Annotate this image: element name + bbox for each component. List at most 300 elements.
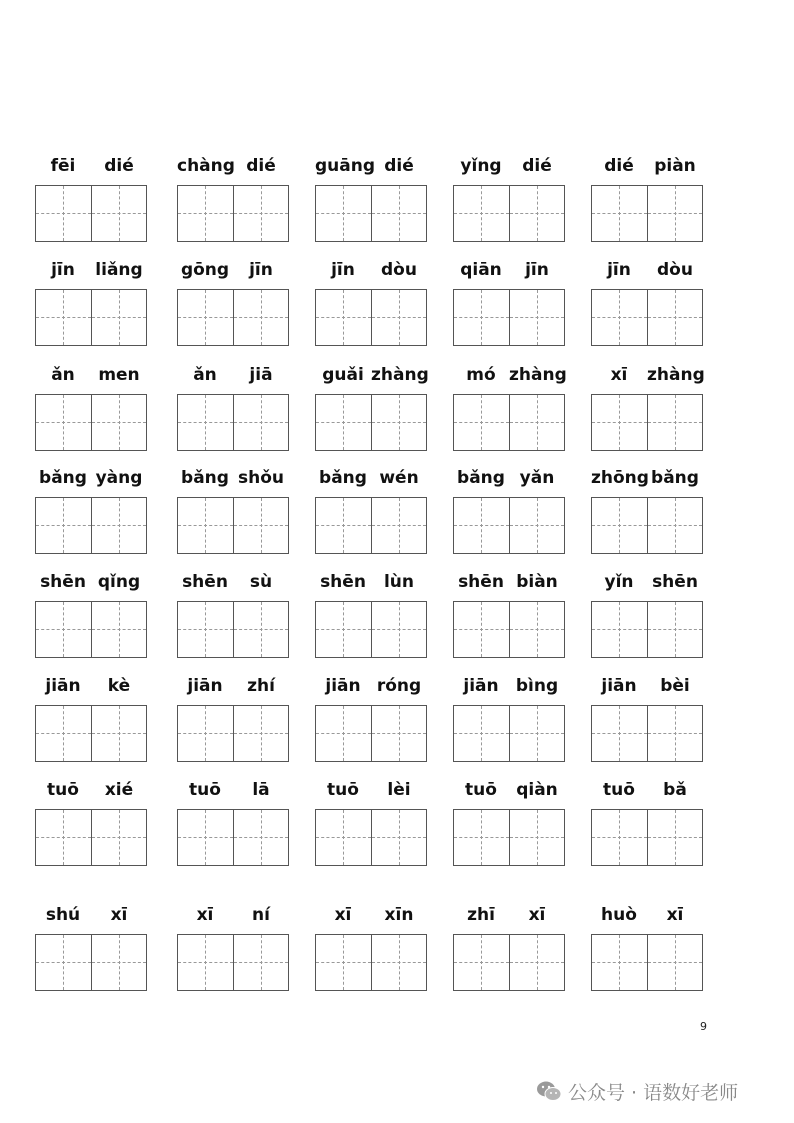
pinyin-syllable: tuō xyxy=(603,780,635,800)
tianzige-box[interactable] xyxy=(592,290,647,345)
tianzige-box[interactable] xyxy=(36,186,91,241)
pinyin-label xyxy=(591,675,703,699)
tianzige-box[interactable] xyxy=(91,290,146,345)
pinyin-syllable: ǎn xyxy=(51,365,75,385)
tianzige-box[interactable] xyxy=(647,290,702,345)
tianzige-box[interactable] xyxy=(233,290,288,345)
pinyin-syllable: róng xyxy=(376,676,422,696)
guide-line-vertical xyxy=(481,810,482,865)
pinyin-label xyxy=(591,904,703,928)
pinyin-label xyxy=(177,467,289,491)
pinyin-syllable: shēn xyxy=(320,572,366,592)
tianzige-box[interactable] xyxy=(647,935,702,990)
guide-line-vertical xyxy=(343,498,344,553)
tianzige-box[interactable] xyxy=(178,935,233,990)
pinyin-syllable: jīn xyxy=(607,260,631,280)
pinyin-syllable: qiàn xyxy=(516,780,558,800)
guide-line-vertical xyxy=(537,602,538,657)
guide-line-vertical xyxy=(119,498,120,553)
guide-line-vertical xyxy=(537,290,538,345)
tianzige-box[interactable] xyxy=(36,810,91,865)
pinyin-syllable: xī xyxy=(196,905,214,925)
guide-line-vertical xyxy=(675,290,676,345)
pinyin-syllable: shēn xyxy=(458,572,504,592)
pinyin-syllable: shēn xyxy=(182,572,228,592)
pinyin-label xyxy=(177,364,289,388)
tianzige-box[interactable] xyxy=(91,706,146,761)
writing-boxes xyxy=(35,185,147,242)
pinyin-syllable: dié xyxy=(522,156,552,176)
pinyin-label xyxy=(453,467,565,491)
pinyin-syllable: qiān xyxy=(460,260,502,280)
tianzige-box[interactable] xyxy=(316,186,371,241)
pinyin-label xyxy=(35,467,147,491)
pinyin-label xyxy=(315,779,427,803)
pinyin-syllable: dié xyxy=(604,156,634,176)
word-item xyxy=(177,467,289,557)
tianzige-box[interactable] xyxy=(36,935,91,990)
guide-line-vertical xyxy=(343,186,344,241)
word-item xyxy=(35,467,147,557)
writing-boxes xyxy=(315,601,427,658)
tianzige-box[interactable] xyxy=(592,706,647,761)
word-item xyxy=(453,155,565,245)
page-number: 9 xyxy=(700,1020,707,1033)
writing-boxes xyxy=(35,705,147,762)
word-item xyxy=(453,467,565,557)
tianzige-box[interactable] xyxy=(36,706,91,761)
writing-boxes xyxy=(453,289,565,346)
tianzige-box[interactable] xyxy=(454,602,509,657)
pinyin-syllable: bǎng xyxy=(319,468,367,488)
guide-line-vertical xyxy=(119,706,120,761)
pinyin-syllable: fēi xyxy=(50,156,76,176)
pinyin-syllable: xié xyxy=(104,780,134,800)
pinyin-syllable: jīn xyxy=(331,260,355,280)
guide-line-vertical xyxy=(675,602,676,657)
guide-line-vertical xyxy=(619,602,620,657)
tianzige-box[interactable] xyxy=(509,186,564,241)
guide-line-vertical xyxy=(537,810,538,865)
tianzige-box[interactable] xyxy=(371,498,426,553)
guide-line-vertical xyxy=(537,935,538,990)
guide-line-vertical xyxy=(63,290,64,345)
guide-line-vertical xyxy=(205,498,206,553)
tianzige-box[interactable] xyxy=(647,395,702,450)
tianzige-box[interactable] xyxy=(233,395,288,450)
word-item xyxy=(35,675,147,765)
guide-line-vertical xyxy=(63,186,64,241)
guide-line-vertical xyxy=(537,395,538,450)
pinyin-label xyxy=(177,571,289,595)
pinyin-syllable: yǐng xyxy=(460,156,502,176)
pinyin-label xyxy=(315,155,427,179)
guide-line-vertical xyxy=(119,290,120,345)
worksheet-row xyxy=(0,779,794,879)
pinyin-label xyxy=(453,155,565,179)
tianzige-box[interactable] xyxy=(371,935,426,990)
guide-line-vertical xyxy=(119,395,120,450)
tianzige-box[interactable] xyxy=(91,602,146,657)
pinyin-syllable: jīn xyxy=(51,260,75,280)
tianzige-box[interactable] xyxy=(371,395,426,450)
pinyin-label xyxy=(453,259,565,283)
guide-line-vertical xyxy=(261,290,262,345)
tianzige-box[interactable] xyxy=(233,706,288,761)
word-item xyxy=(35,904,147,994)
tianzige-box[interactable] xyxy=(509,810,564,865)
tianzige-box[interactable] xyxy=(178,395,233,450)
tianzige-box[interactable] xyxy=(454,395,509,450)
guide-line-vertical xyxy=(619,935,620,990)
tianzige-box[interactable] xyxy=(509,935,564,990)
pinyin-syllable: zhī xyxy=(467,905,495,925)
word-item xyxy=(35,779,147,869)
tianzige-box[interactable] xyxy=(371,602,426,657)
tianzige-box[interactable] xyxy=(371,186,426,241)
word-item xyxy=(591,571,703,661)
writing-boxes xyxy=(177,394,289,451)
writing-boxes xyxy=(177,705,289,762)
tianzige-box[interactable] xyxy=(91,935,146,990)
pinyin-label xyxy=(453,675,565,699)
guide-line-vertical xyxy=(399,186,400,241)
pinyin-syllable: dié xyxy=(246,156,276,176)
guide-line-vertical xyxy=(675,498,676,553)
pinyin-label xyxy=(177,904,289,928)
pinyin-label xyxy=(177,779,289,803)
pinyin-syllable: tuō xyxy=(47,780,79,800)
tianzige-box[interactable] xyxy=(178,498,233,553)
pinyin-syllable: dié xyxy=(384,156,414,176)
guide-line-vertical xyxy=(119,602,120,657)
guide-line-vertical xyxy=(399,935,400,990)
guide-line-vertical xyxy=(261,186,262,241)
tianzige-box[interactable] xyxy=(233,498,288,553)
writing-boxes xyxy=(591,601,703,658)
tianzige-box[interactable] xyxy=(316,395,371,450)
pinyin-syllable: guāng xyxy=(315,156,376,176)
pinyin-label xyxy=(177,675,289,699)
pinyin-syllable: zhàng xyxy=(509,365,567,385)
guide-line-vertical xyxy=(675,186,676,241)
word-item xyxy=(591,259,703,349)
tianzige-box[interactable] xyxy=(91,395,146,450)
guide-line-vertical xyxy=(205,186,206,241)
tianzige-box[interactable] xyxy=(91,186,146,241)
pinyin-syllable: xī xyxy=(334,905,352,925)
tianzige-box[interactable] xyxy=(454,935,509,990)
tianzige-box[interactable] xyxy=(371,290,426,345)
tianzige-box[interactable] xyxy=(178,706,233,761)
writing-boxes xyxy=(35,497,147,554)
pinyin-syllable: bèi xyxy=(660,676,690,696)
writing-boxes xyxy=(35,934,147,991)
pinyin-syllable: yǐn xyxy=(604,572,634,592)
pinyin-syllable: huò xyxy=(601,905,637,925)
writing-boxes xyxy=(453,934,565,991)
tianzige-box[interactable] xyxy=(316,290,371,345)
tianzige-box[interactable] xyxy=(454,290,509,345)
worksheet-row xyxy=(0,259,794,359)
pinyin-syllable: ǎn xyxy=(193,365,217,385)
word-item xyxy=(177,904,289,994)
tianzige-box[interactable] xyxy=(647,810,702,865)
tianzige-box[interactable] xyxy=(36,602,91,657)
worksheet-row xyxy=(0,467,794,567)
guide-line-vertical xyxy=(399,290,400,345)
tianzige-box[interactable] xyxy=(509,706,564,761)
pinyin-syllable: shǒu xyxy=(237,468,284,488)
word-item xyxy=(177,779,289,869)
tianzige-box[interactable] xyxy=(592,810,647,865)
word-item xyxy=(453,571,565,661)
tianzige-box[interactable] xyxy=(178,186,233,241)
tianzige-box[interactable] xyxy=(178,602,233,657)
pinyin-syllable: xī xyxy=(610,365,628,385)
worksheet-row xyxy=(0,364,794,464)
writing-boxes xyxy=(315,497,427,554)
word-item xyxy=(315,467,427,557)
tianzige-box[interactable] xyxy=(454,186,509,241)
pinyin-syllable: gōng xyxy=(180,260,230,280)
pinyin-syllable: zhōng xyxy=(591,468,649,488)
pinyin-syllable: bǎng xyxy=(39,468,87,488)
writing-boxes xyxy=(177,809,289,866)
word-item xyxy=(591,779,703,869)
guide-line-vertical xyxy=(675,935,676,990)
pinyin-syllable: yǎn xyxy=(519,468,555,488)
guide-line-vertical xyxy=(205,706,206,761)
word-item xyxy=(315,779,427,869)
word-item xyxy=(315,155,427,245)
word-item xyxy=(35,259,147,349)
guide-line-vertical xyxy=(675,395,676,450)
pinyin-label xyxy=(315,364,427,388)
pinyin-syllable: shēn xyxy=(652,572,698,592)
pinyin-syllable: xī xyxy=(528,905,546,925)
pinyin-syllable: xīn xyxy=(384,905,414,925)
footer-text: 公众号 · 语数好老师 xyxy=(568,1081,739,1104)
pinyin-syllable: jīn xyxy=(249,260,273,280)
pinyin-label xyxy=(315,904,427,928)
pinyin-label xyxy=(315,571,427,595)
tianzige-box[interactable] xyxy=(91,498,146,553)
tianzige-box[interactable] xyxy=(36,395,91,450)
guide-line-vertical xyxy=(343,706,344,761)
tianzige-box[interactable] xyxy=(647,706,702,761)
pinyin-syllable: wén xyxy=(379,468,419,488)
wechat-icon xyxy=(536,1080,562,1102)
guide-line-vertical xyxy=(619,498,620,553)
word-item xyxy=(177,259,289,349)
pinyin-syllable: biàn xyxy=(516,572,558,592)
tianzige-box[interactable] xyxy=(592,602,647,657)
word-item xyxy=(591,155,703,245)
tianzige-box[interactable] xyxy=(316,810,371,865)
guide-line-vertical xyxy=(619,186,620,241)
writing-boxes xyxy=(35,289,147,346)
tianzige-box[interactable] xyxy=(233,602,288,657)
guide-line-vertical xyxy=(481,935,482,990)
guide-line-vertical xyxy=(343,395,344,450)
pinyin-label xyxy=(591,155,703,179)
word-item xyxy=(35,364,147,454)
pinyin-label xyxy=(315,675,427,699)
writing-boxes xyxy=(315,809,427,866)
writing-boxes xyxy=(315,705,427,762)
pinyin-label xyxy=(591,571,703,595)
guide-line-vertical xyxy=(537,706,538,761)
guide-line-vertical xyxy=(63,706,64,761)
writing-boxes xyxy=(177,601,289,658)
word-item xyxy=(315,571,427,661)
pinyin-syllable: shú xyxy=(45,905,81,925)
guide-line-vertical xyxy=(537,186,538,241)
pinyin-syllable: xī xyxy=(110,905,128,925)
tianzige-box[interactable] xyxy=(647,498,702,553)
tianzige-box[interactable] xyxy=(233,810,288,865)
guide-line-vertical xyxy=(481,186,482,241)
pinyin-syllable: mó xyxy=(466,365,496,385)
pinyin-syllable: dòu xyxy=(657,260,693,280)
word-item xyxy=(177,571,289,661)
guide-line-vertical xyxy=(119,935,120,990)
guide-line-vertical xyxy=(343,935,344,990)
word-item xyxy=(315,904,427,994)
guide-line-vertical xyxy=(63,395,64,450)
pinyin-label xyxy=(35,904,147,928)
tianzige-box[interactable] xyxy=(233,186,288,241)
pinyin-label xyxy=(453,364,565,388)
guide-line-vertical xyxy=(205,602,206,657)
guide-line-vertical xyxy=(261,935,262,990)
word-item xyxy=(453,364,565,454)
guide-line-vertical xyxy=(205,290,206,345)
tianzige-box[interactable] xyxy=(592,186,647,241)
guide-line-vertical xyxy=(343,810,344,865)
guide-line-vertical xyxy=(481,602,482,657)
pinyin-syllable: jiān xyxy=(325,676,361,696)
guide-line-vertical xyxy=(619,810,620,865)
tianzige-box[interactable] xyxy=(454,498,509,553)
pinyin-label xyxy=(453,779,565,803)
tianzige-box[interactable] xyxy=(371,706,426,761)
word-item xyxy=(177,675,289,765)
pinyin-syllable: ní xyxy=(252,905,270,925)
pinyin-label xyxy=(35,259,147,283)
pinyin-syllable: jiān xyxy=(45,676,81,696)
tianzige-box[interactable] xyxy=(647,186,702,241)
tianzige-box[interactable] xyxy=(454,810,509,865)
writing-boxes xyxy=(453,705,565,762)
pinyin-syllable: dòu xyxy=(381,260,417,280)
pinyin-syllable: zhí xyxy=(247,676,275,696)
pinyin-syllable: liǎng xyxy=(95,260,143,280)
writing-boxes xyxy=(315,394,427,451)
pinyin-label xyxy=(315,467,427,491)
tianzige-box[interactable] xyxy=(371,810,426,865)
tianzige-box[interactable] xyxy=(178,810,233,865)
tianzige-box[interactable] xyxy=(592,498,647,553)
writing-boxes xyxy=(453,185,565,242)
writing-boxes xyxy=(35,394,147,451)
tianzige-box[interactable] xyxy=(454,706,509,761)
tianzige-box[interactable] xyxy=(509,602,564,657)
pinyin-label xyxy=(35,364,147,388)
guide-line-vertical xyxy=(63,935,64,990)
tianzige-box[interactable] xyxy=(316,602,371,657)
guide-line-vertical xyxy=(675,706,676,761)
word-item xyxy=(453,675,565,765)
tianzige-box[interactable] xyxy=(316,498,371,553)
tianzige-box[interactable] xyxy=(509,290,564,345)
pinyin-syllable: guǎi xyxy=(322,365,364,385)
guide-line-vertical xyxy=(261,498,262,553)
writing-boxes xyxy=(591,289,703,346)
guide-line-vertical xyxy=(481,290,482,345)
guide-line-vertical xyxy=(205,810,206,865)
tianzige-box[interactable] xyxy=(36,290,91,345)
writing-boxes xyxy=(35,809,147,866)
word-item xyxy=(591,467,703,557)
pinyin-syllable: dié xyxy=(104,156,134,176)
tianzige-box[interactable] xyxy=(592,935,647,990)
tianzige-box[interactable] xyxy=(178,290,233,345)
word-item xyxy=(591,904,703,994)
word-item xyxy=(315,364,427,454)
guide-line-vertical xyxy=(619,395,620,450)
tianzige-box[interactable] xyxy=(316,935,371,990)
pinyin-label xyxy=(591,467,703,491)
tianzige-box[interactable] xyxy=(509,498,564,553)
tianzige-box[interactable] xyxy=(647,602,702,657)
worksheet-row xyxy=(0,904,794,1004)
pinyin-syllable: zhàng xyxy=(371,365,429,385)
footer-watermark xyxy=(536,1078,738,1104)
tianzige-box[interactable] xyxy=(91,810,146,865)
word-item xyxy=(315,259,427,349)
tianzige-box[interactable] xyxy=(36,498,91,553)
guide-line-vertical xyxy=(399,810,400,865)
word-item xyxy=(315,675,427,765)
pinyin-label xyxy=(35,155,147,179)
pinyin-syllable: tuō xyxy=(327,780,359,800)
guide-line-vertical xyxy=(119,810,120,865)
tianzige-box[interactable] xyxy=(233,935,288,990)
pinyin-label xyxy=(591,779,703,803)
tianzige-box[interactable] xyxy=(509,395,564,450)
pinyin-syllable: jiā xyxy=(249,365,273,385)
tianzige-box[interactable] xyxy=(592,395,647,450)
tianzige-box[interactable] xyxy=(316,706,371,761)
guide-line-vertical xyxy=(261,810,262,865)
pinyin-syllable: tuō xyxy=(189,780,221,800)
writing-boxes xyxy=(591,809,703,866)
pinyin-label xyxy=(591,364,703,388)
writing-boxes xyxy=(453,497,565,554)
word-item xyxy=(453,779,565,869)
pinyin-label xyxy=(177,259,289,283)
pinyin-syllable: sù xyxy=(249,572,273,592)
guide-line-vertical xyxy=(343,290,344,345)
pinyin-syllable: jīn xyxy=(525,260,549,280)
guide-line-vertical xyxy=(63,498,64,553)
pinyin-syllable: lā xyxy=(252,780,270,800)
writing-boxes xyxy=(453,394,565,451)
guide-line-vertical xyxy=(619,290,620,345)
writing-boxes xyxy=(315,289,427,346)
